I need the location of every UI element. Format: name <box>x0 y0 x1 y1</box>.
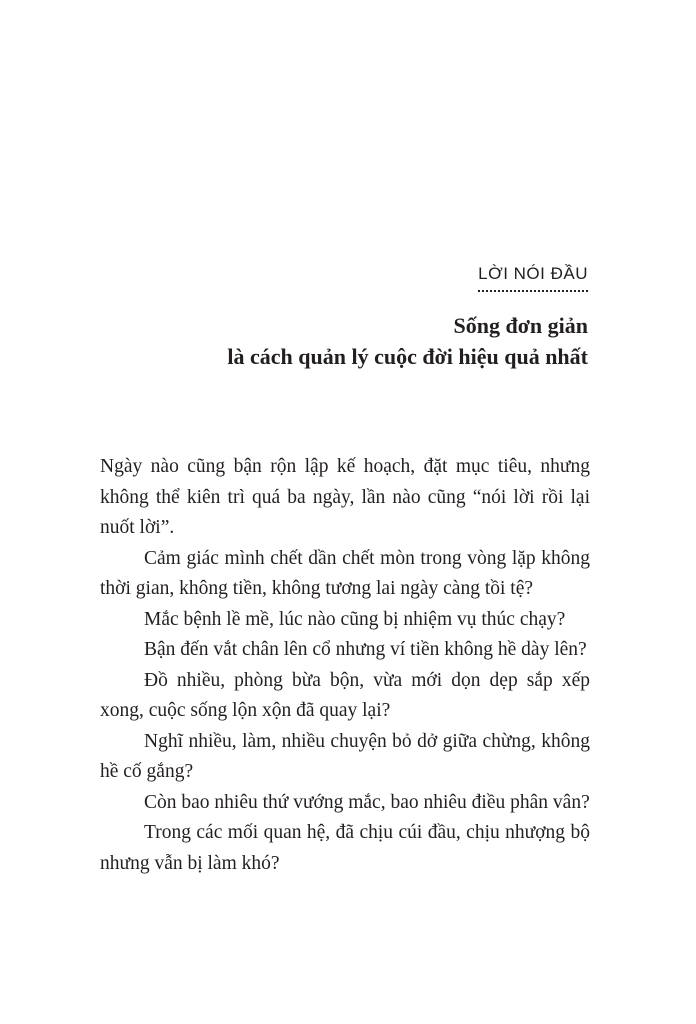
chapter-title-line-2: là cách quản lý cuộc đời hiệu quả nhất <box>227 344 588 369</box>
paragraph: Trong các mối quan hệ, đã chịu cúi đầu, chịu nhượng bộ nhưng vẫn bị làm khó? <box>100 822 590 874</box>
section-label: LỜI NÓI ĐẦU <box>478 264 588 292</box>
paragraph: Bận đến vắt chân lên cổ nhưng ví tiền không hề dày lên? <box>144 639 587 660</box>
paragraph: Đồ nhiều, phòng bừa bộn, vừa mới dọn dẹp sắp xếp xong, cuộc sống lộn xộn đã quay lại? <box>100 669 590 721</box>
paragraph: Mắc bệnh lề mề, lúc nào cũng bị nhiệm vụ thúc chạy? <box>144 608 566 630</box>
paragraph: Ngày nào cũng bận rộn lập kế hoạch, đặt mục tiêu, nhưng không thể kiên trì quá ba ngày, lần nào cũng “nói lời rồi lại nuốt lời”. <box>100 456 590 538</box>
paragraph: Cảm giác mình chết dần chết mòn trong vòng lặp không thời gian, không tiền, không tương lai ngày càng tồi tệ? <box>100 547 590 599</box>
paragraph: Còn bao nhiêu thứ vướng mắc, bao nhiêu điều phân vân? <box>144 791 590 813</box>
body-text <box>100 452 590 879</box>
paragraph: Nghĩ nhiều, làm, nhiều chuyện bỏ dở giữa chừng, không hề cố gắng? <box>100 730 590 782</box>
chapter-title-line-1: Sống đơn giản <box>453 313 588 338</box>
chapter-title <box>227 310 588 372</box>
